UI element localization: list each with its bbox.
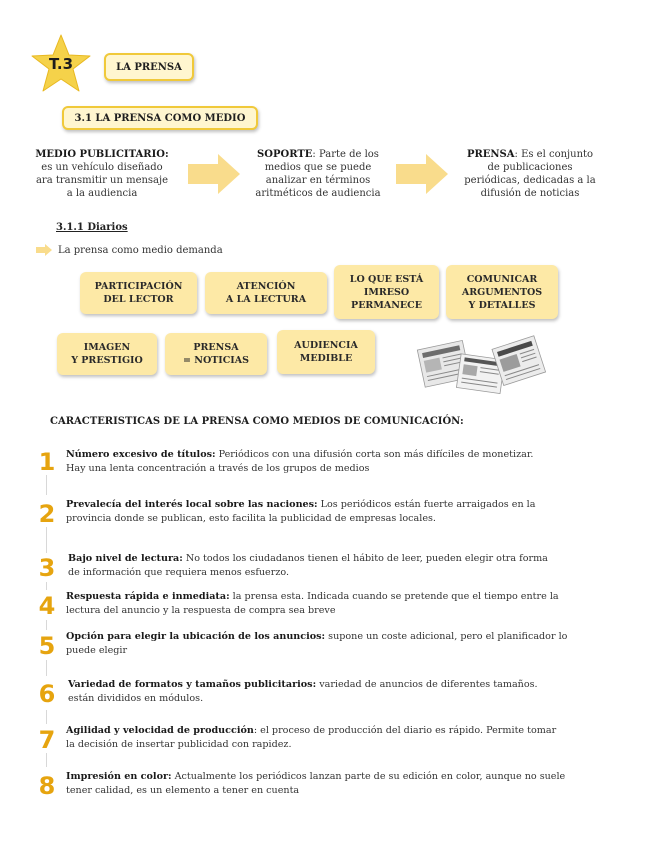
item-number: 2 [38,500,56,528]
flow-line: a la audiencia [66,188,138,199]
divider [46,660,47,676]
item-text [66,770,634,797]
item-line: lectura del anuncio y la respuesta de compra sea breve [66,604,336,616]
item-line: supone un coste adicional, pero el planificador lo [325,631,568,642]
divider [46,582,47,590]
tag-line: Y DETALLES [468,299,536,311]
divider [46,753,47,767]
divider [46,527,47,553]
item-line: variedad de anuncios de diferentes tamaños. [316,679,538,690]
topic-star [30,33,92,95]
item-title: Opción para elegir la ubicación de los anuncios: [66,631,326,642]
item-line: la decisión de insertar publicidad con rapidez. [66,738,292,750]
item-title: Prevalecía del interés local sobre las naciones: [66,499,318,510]
item-text [68,552,636,579]
flow-line: difusión de noticias [480,188,580,199]
flow-prensa [452,148,608,200]
item-line: la prensa esta. Indicada cuando se pretende que el tiempo entre la [229,591,559,602]
item-title: Número excesivo de títulos: [66,449,216,460]
arrow-right-icon [188,152,242,196]
subsection-title: 3.1.1 Diarios [56,222,128,233]
flow-medio-publicitario [22,148,182,200]
tag-line: = NOTICIAS [183,355,249,366]
divider [46,710,47,724]
item-text [66,498,634,525]
item-number: 8 [38,772,56,800]
tag-line: PARTICIPACIÓN [94,281,183,292]
flow-line: : Es el conjunto [514,149,594,160]
tag-line: MEDIBLE [299,353,353,364]
tag-line: LO QUE ESTÁ [349,273,424,285]
flow-term: SOPORTE [257,149,313,160]
topic-number: T.3 [48,55,74,73]
item-line: puede elegir [66,644,128,656]
item-number: 3 [38,554,56,582]
demand-text: La prensa como medio demanda [58,244,223,256]
divider [46,620,47,630]
arrow-right-icon [36,244,52,256]
item-line: Periódicos con una difusión corta son más difíciles de monetizar. [215,449,534,460]
item-number: 1 [38,448,56,476]
tag-line: PRENSA [193,342,239,353]
item-number: 7 [38,726,56,754]
flow-line: medios que se puede [264,162,372,173]
item-line: No todos los ciudadanos tienen el hábito de leer, pueden elegir otra forma [182,553,548,564]
demand-row [36,244,223,256]
flow-soporte [243,148,393,200]
item-text [66,630,634,657]
flow-term: PRENSA [466,149,515,160]
flow-line: periódicas, dedicadas a la [464,175,596,186]
tag-line: COMUNICAR [466,273,538,285]
tag-line: AUDIENCIA [294,340,358,351]
item-line: provincia donde se publican, esto facilita la publicidad de empresas locales. [66,512,436,524]
flow-line: es un vehículo diseñado [41,162,163,173]
flow-line: aritméticos de audiencia [255,188,381,199]
tag-line: ARGUMENTOS [461,286,543,298]
flow-line: ara transmitir un mensaje [35,175,169,186]
tag-line: IMAGEN [83,342,131,353]
page-title: LA PRENSA [104,53,194,81]
item-title: Bajo nivel de lectura: [68,553,183,564]
item-line: Los periódicos están fuerte arraigados en la [317,499,536,510]
flow-line: analizar en términos [265,175,371,186]
tag-atencion [205,272,327,314]
characteristics-title: CARACTERISTICAS DE LA PRENSA COMO MEDIOS DE COMUNICACIÓN: [50,416,464,427]
section-title: 3.1 LA PRENSA COMO MEDIO [62,106,258,130]
item-title: Impresión en color: [66,771,172,782]
tag-noticias [165,333,267,375]
item-line: tener calidad, es un elemento a tener en cuenta [66,784,300,796]
item-line: Hay una lenta concentración a través de los grupos de medios [66,462,370,474]
item-title: Respuesta rápida e inmediata: [66,591,230,602]
item-text [66,724,634,751]
item-text [66,590,634,617]
tag-line: ATENCIÓN [236,281,296,292]
tag-impreso [334,265,439,319]
newspapers-illustration [413,333,548,395]
tag-imagen [57,333,157,375]
tag-participacion [80,272,197,314]
tag-line: PERMANECE [351,299,422,311]
flow-line: de publicaciones [487,162,573,173]
item-line: de información que requiera menos esfuerzo. [68,566,290,578]
item-line: : el proceso de producción del diario es rápido. Permite tomar [253,725,557,736]
item-number: 5 [38,632,56,660]
divider [46,475,47,495]
tag-line: Y PRESTIGIO [71,355,143,366]
flow-line: : Parte de los [312,149,379,160]
tag-line: DEL LECTOR [103,294,174,305]
item-line: están divididos en módulos. [68,692,204,704]
item-text [68,678,636,705]
tag-audiencia [277,330,375,374]
item-title: Agilidad y velocidad de producción [66,725,254,736]
arrow-right-icon [396,152,450,196]
tag-line: IMRESO [363,286,410,298]
tag-comunicar [446,265,558,319]
item-title: Variedad de formatos y tamaños publicitarios: [68,679,317,690]
tag-line: A LA LECTURA [225,294,307,305]
flow-term: MEDIO PUBLICITARIO: [35,149,169,160]
item-line: Actualmente los periódicos lanzan parte de su edición en color, aunque no suele [171,771,566,782]
item-number: 4 [38,592,56,620]
item-number: 6 [38,680,56,708]
item-text [66,448,634,475]
